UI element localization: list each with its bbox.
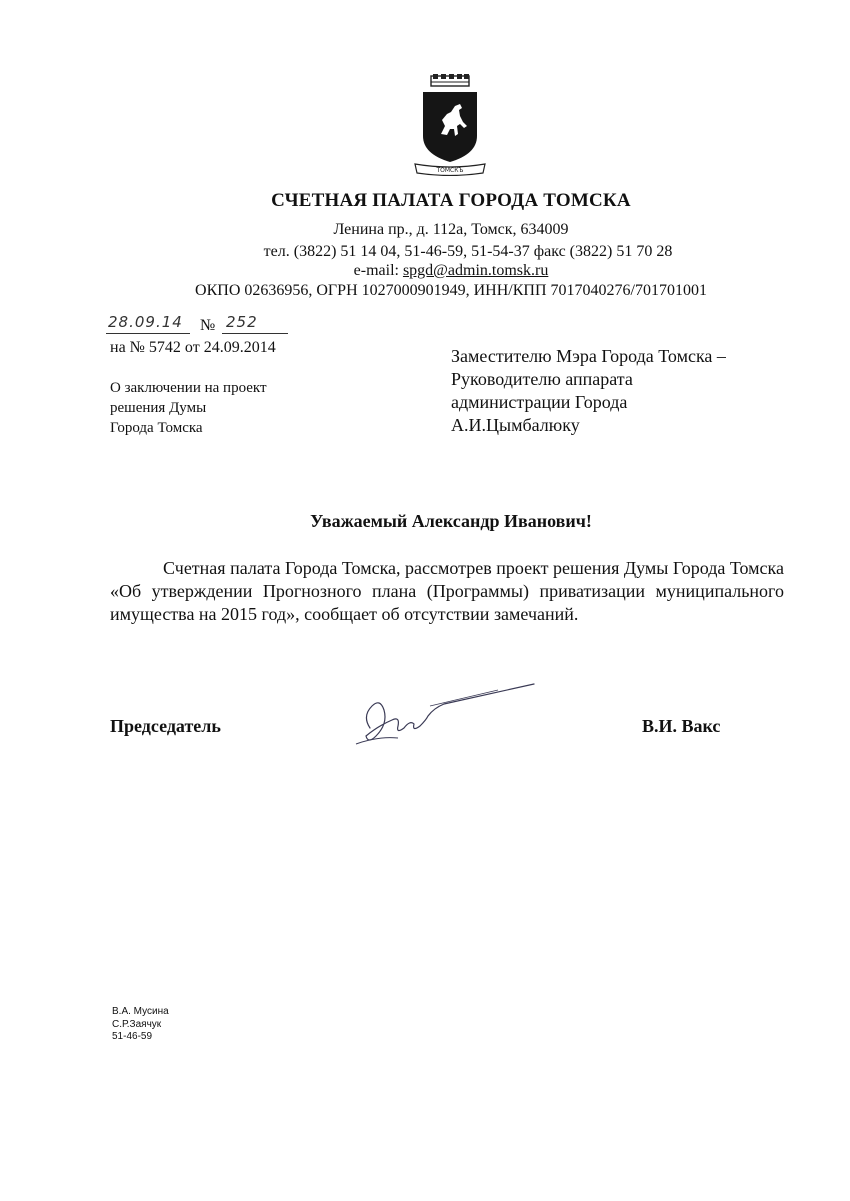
handwritten-number: 252 (226, 313, 258, 331)
handwritten-date: 28.09.14 (108, 313, 183, 331)
registration-line: ОКПО 02636956, ОГРН 1027000901949, ИНН/КПП 7017040276/701701001 (195, 282, 707, 299)
letter-body: Счетная палата Города Томска, рассмотрев проект решения Думы Города Томска «Об утверждении Прогнозного плана (Программы) приватизации муниципального имущества на 2015 год», сообщает об отсутствии замечаний. (110, 558, 784, 624)
subject-line: Города Томска (110, 420, 203, 436)
number-underline (222, 333, 288, 334)
handwritten-signature (348, 676, 538, 756)
salutation: Уважаемый Александр Иванович! (310, 511, 592, 531)
tomsk-coat-of-arms-emblem (411, 74, 489, 176)
svg-text:ТОМСКЪ: ТОМСКЪ (436, 167, 464, 174)
executor-line: В.А. Мусина (112, 1006, 169, 1017)
addressee-line: Руководителю аппарата (451, 369, 633, 389)
executor-line: С.Р.Заячук (112, 1018, 162, 1030)
crown-icon (431, 74, 469, 86)
date-underline (106, 333, 190, 334)
executor-phone: 51-46-59 (112, 1031, 153, 1042)
email-line (0, 262, 850, 280)
addressee-line: А.И.Цымбалюку (451, 415, 580, 435)
subject-block (110, 378, 267, 438)
reference-line: на № 5742 от 24.09.2014 (110, 339, 276, 356)
signer-title: Председатель (110, 716, 221, 736)
addressee-line: администрации Города (451, 392, 628, 412)
addressee-line: Заместителю Мэра Города Томска – (451, 346, 726, 366)
subject-line: О заключении на проект (110, 380, 267, 396)
subject-line: решения Думы (110, 400, 207, 416)
email-label: e-mail: (353, 262, 403, 279)
email-link[interactable]: spgd@admin.tomsk.ru (402, 262, 549, 279)
number-label: № (200, 317, 216, 334)
signer-name: В.И. Вакс (642, 716, 721, 736)
address-line: Ленина пр., д. 112а, Томск, 634009 (333, 221, 569, 238)
addressee-block (451, 345, 726, 437)
organization-name: СЧЕТНАЯ ПАЛАТА ГОРОДА ТОМСКА (271, 190, 631, 211)
phones-line: тел. (3822) 51 14 04, 51-46-59, 51-54-37 факс (3822) 51 70 28 (263, 243, 673, 260)
executors-block (112, 1006, 169, 1044)
